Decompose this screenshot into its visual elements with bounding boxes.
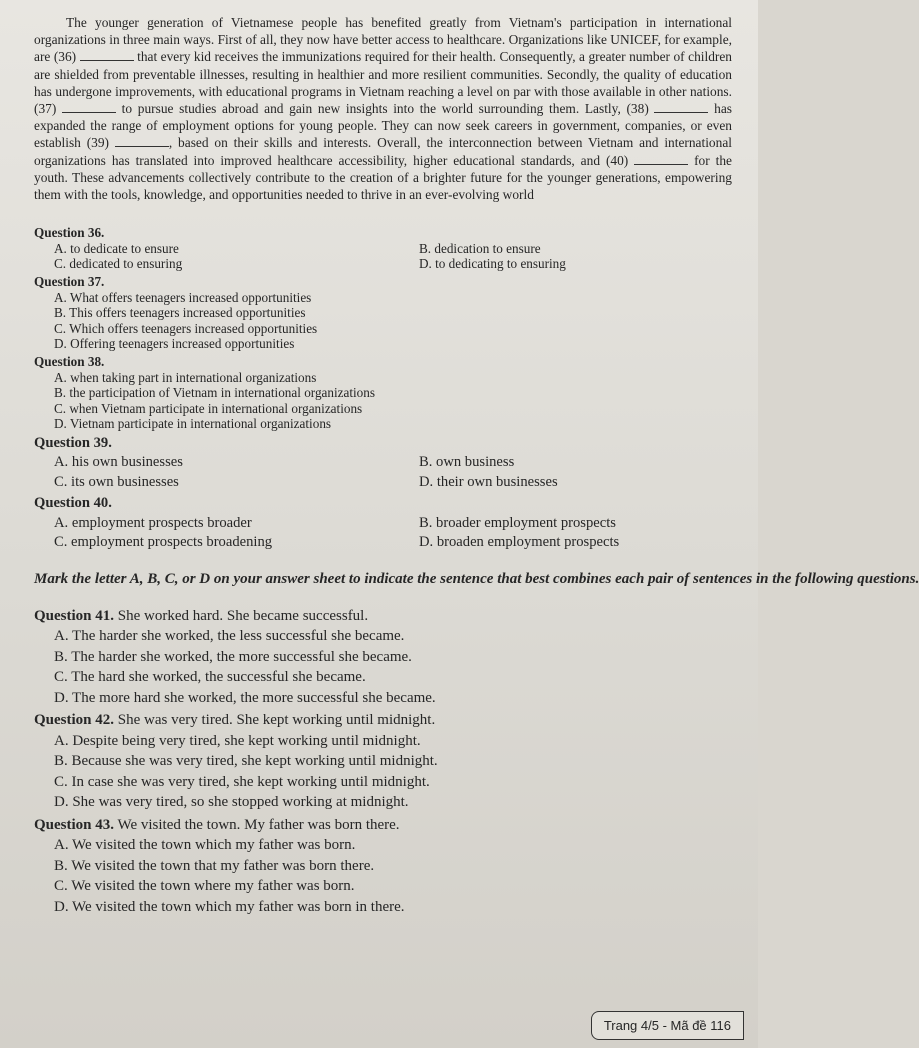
question-43 <box>34 815 732 918</box>
option-d[interactable]: D. broaden employment prospects <box>419 534 620 551</box>
passage-text: to pursue studies abroad and gain new insights into the world surrounding them. Lastly, (38) <box>116 101 655 117</box>
option-d[interactable]: D. Vietnam participate in international organizations <box>54 416 332 432</box>
option-b[interactable]: B. We visited the town that my father was born there. <box>54 857 375 874</box>
option-c[interactable]: C. In case she was very tired, she kept working until midnight. <box>54 773 430 790</box>
option-b[interactable]: B. own business <box>419 454 515 471</box>
question-title: Question 40. <box>34 495 112 512</box>
question-title: Question 42. <box>34 712 115 729</box>
option-a[interactable]: A. his own businesses <box>54 454 183 471</box>
option-c[interactable]: C. dedicated to ensuring <box>54 256 183 272</box>
option-c[interactable]: C. its own businesses <box>54 473 179 490</box>
passage-text: has expanded the range of employment options for young people. They can now seek careers in government, companies, or even establish (39) <box>34 101 732 151</box>
question-title: Question 38. <box>34 353 105 369</box>
page-footer: Trang 4/5 - Mã đề 116 <box>591 1011 744 1040</box>
option-a[interactable]: A. employment prospects broader <box>54 514 252 531</box>
option-b[interactable]: B. broader employment prospects <box>419 514 616 531</box>
option-c[interactable]: C. The hard she worked, the successful she became. <box>54 669 366 686</box>
question-stem: She worked hard. She became successful. <box>117 607 369 624</box>
question-40 <box>34 494 732 553</box>
option-d[interactable]: D. She was very tired, so she stopped working at midnight. <box>54 794 409 811</box>
option-c[interactable]: C. We visited the town where my father was born. <box>54 878 355 895</box>
blank-40 <box>634 153 688 165</box>
option-b[interactable]: B. the participation of Vietnam in international organizations <box>54 385 375 401</box>
passage-text: that every kid receives the immunizations required for their health. Consequently, a greater number of children are shielded from preventable illnesses, resulting in healthier and more resilient communities. Secondly, the quality of education has undergone improvements, with educational programs in Vietnam reaching a level on par with those available in other nations. (37) <box>34 49 732 117</box>
option-d[interactable]: D. Offering teenagers increased opportunities <box>54 336 295 352</box>
question-stem: We visited the town. My father was born there. <box>117 816 400 833</box>
option-a[interactable]: A. We visited the town which my father was born. <box>54 837 356 854</box>
option-d[interactable]: D. The more hard she worked, the more successful she became. <box>54 689 436 706</box>
option-b[interactable]: B. This offers teenagers increased opportunities <box>54 305 306 321</box>
option-c[interactable]: C. employment prospects broadening <box>54 534 273 551</box>
question-39 <box>34 434 732 493</box>
option-a[interactable]: A. to dedicate to ensure <box>54 240 179 256</box>
passage-text: for the youth. These advancements collectively contribute to the creation of a brighter future for the younger generations, empowering them with the tools, knowledge, and opportunities needed to thrive in an ever-evolving world <box>34 152 732 203</box>
option-c[interactable]: C. when Vietnam participate in international organizations <box>54 400 363 416</box>
question-title: Question 41. <box>34 607 115 624</box>
question-41 <box>34 606 732 709</box>
option-b[interactable]: B. Because she was very tired, she kept working until midnight. <box>54 753 438 770</box>
option-d[interactable]: D. to dedicating to ensuring <box>419 256 566 272</box>
question-36 <box>34 225 732 272</box>
option-d[interactable]: D. We visited the town which my father was born in there. <box>54 898 405 915</box>
option-a[interactable]: A. when taking part in international organizations <box>54 369 317 385</box>
question-title: Question 43. <box>34 816 115 833</box>
question-title: Question 37. <box>34 274 105 290</box>
question-stem: She was very tired. She kept working until midnight. <box>117 712 436 729</box>
blank-39 <box>115 135 169 147</box>
option-c[interactable]: C. Which offers teenagers increased opportunities <box>54 320 318 336</box>
question-37 <box>34 274 732 352</box>
option-b[interactable]: B. The harder she worked, the more successful she became. <box>54 648 412 665</box>
option-d[interactable]: D. their own businesses <box>419 473 558 490</box>
option-b[interactable]: B. dedication to ensure <box>419 240 541 256</box>
blank-37 <box>62 101 116 113</box>
option-a[interactable]: A. What offers teenagers increased opportunities <box>54 289 312 305</box>
options-grid <box>34 453 732 492</box>
passage-text: The younger generation of Vietnamese people has benefited greatly from Vietnam's participation in international organizations in three main ways. First of all, they now have better access to healthcare. Organizations like UNICEF, for example, are (36) <box>34 15 732 65</box>
reading-passage <box>34 14 732 203</box>
options-grid <box>34 514 732 553</box>
blank-38 <box>654 101 708 113</box>
question-42 <box>34 710 732 813</box>
option-a[interactable]: A. Despite being very tired, she kept working until midnight. <box>54 732 421 749</box>
options-grid <box>34 241 732 272</box>
question-title: Question 36. <box>34 225 105 241</box>
passage-text: , based on their skills and interests. Overall, the interconnection between Vietnam and international organizations has translated into improved healthcare accessibility, higher educational standards, and (40) <box>34 135 732 168</box>
question-38 <box>34 354 732 432</box>
option-a[interactable]: A. The harder she worked, the less successful she became. <box>54 628 405 645</box>
section-instruction: Mark the letter A, B, C, or D on your answer sheet to indicate the sentence that best combines each pair of sentences in the following questions. <box>34 570 919 587</box>
blank-36 <box>80 49 134 61</box>
question-title: Question 39. <box>34 434 112 451</box>
